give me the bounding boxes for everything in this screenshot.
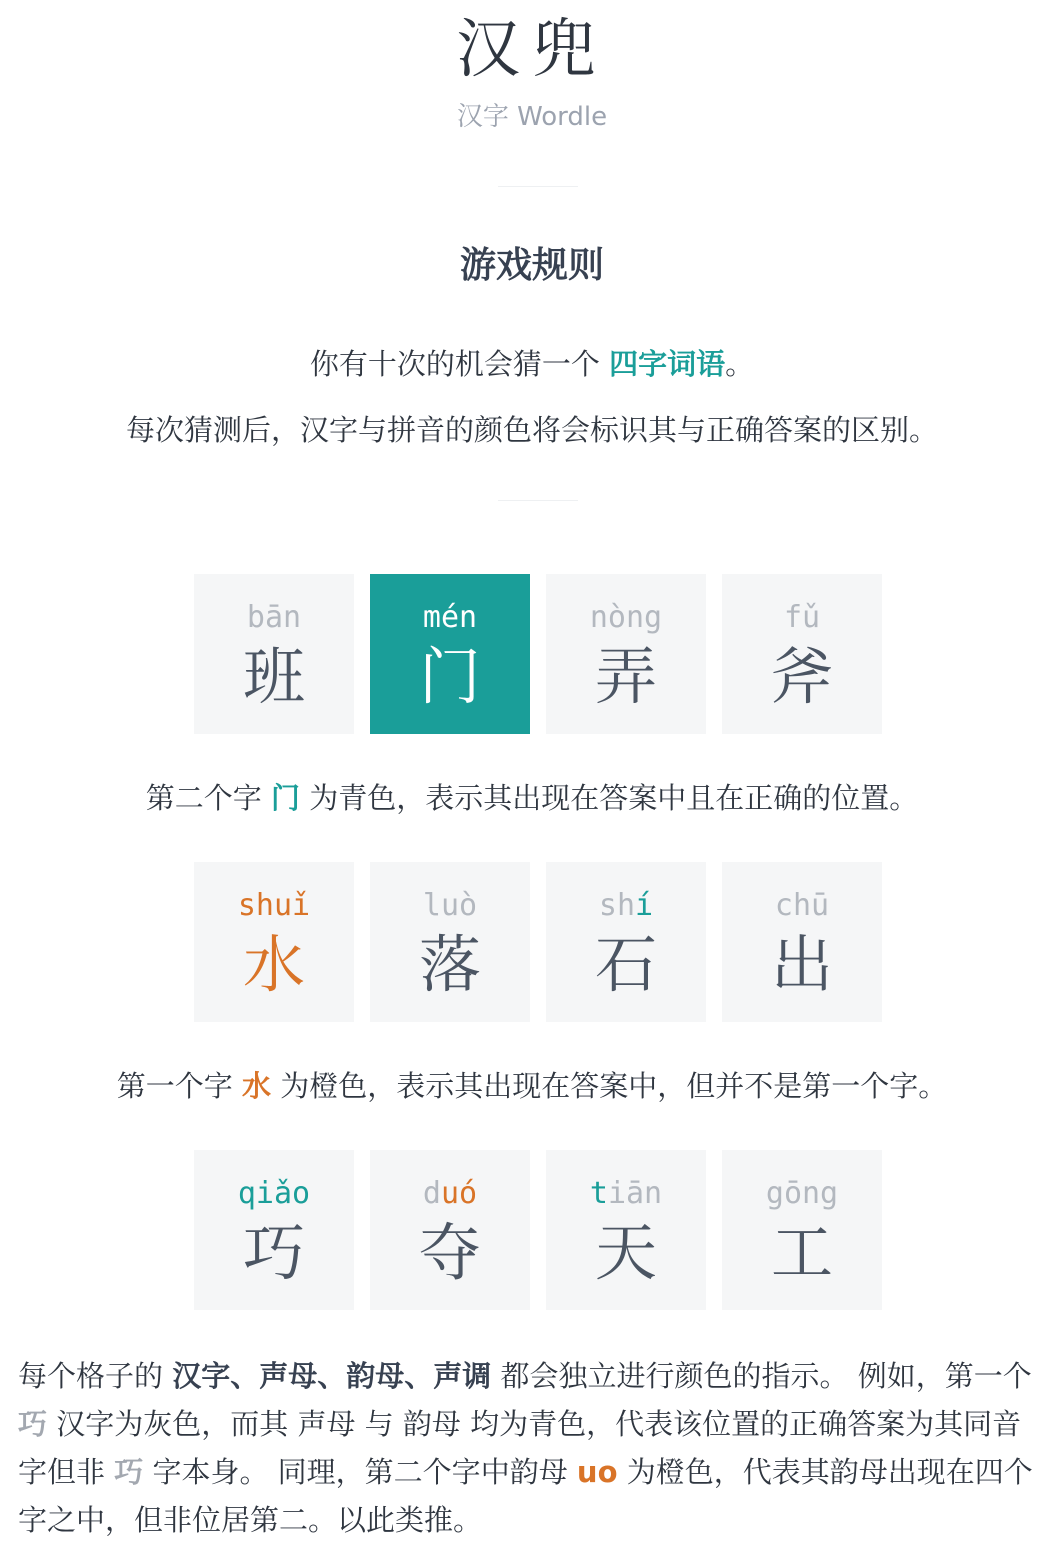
divider-top bbox=[498, 186, 578, 187]
example-row-2 bbox=[194, 862, 882, 1022]
tile bbox=[722, 1150, 882, 1310]
tile bbox=[722, 862, 882, 1022]
tile-char: 水 bbox=[242, 928, 305, 1001]
rules-line-1 bbox=[0, 344, 1064, 384]
tile bbox=[370, 1150, 530, 1310]
tile bbox=[370, 862, 530, 1022]
tile-char: 斧 bbox=[770, 640, 833, 713]
rules-line-1-end: 。 bbox=[725, 347, 755, 381]
tile-char: 夺 bbox=[418, 1216, 481, 1289]
tile-pinyin bbox=[722, 886, 882, 926]
app-title: 汉兜 bbox=[456, 13, 608, 87]
tile-pinyin: fǔ bbox=[783, 600, 821, 635]
app-subtitle: 汉字 Wordle bbox=[456, 102, 608, 132]
explanation-gray-char: 巧 bbox=[18, 1407, 48, 1441]
rules-highlight-four-char: 四字词语 bbox=[609, 347, 726, 381]
pinyin-final: iān bbox=[607, 1176, 663, 1211]
tile-pinyin bbox=[370, 1174, 530, 1214]
caption-char: 门 bbox=[270, 781, 300, 815]
rules-heading: 游戏规则 bbox=[459, 245, 604, 286]
tile-pinyin bbox=[546, 1174, 706, 1214]
tile bbox=[722, 574, 882, 734]
tile-pinyin: qiǎo bbox=[237, 1176, 311, 1211]
tile-pinyin: bān bbox=[246, 600, 302, 635]
rules-line-2: 每次猜测后，汉字与拼音的颜色将会标识其与正确答案的区别。 bbox=[125, 413, 938, 447]
example-1-caption bbox=[0, 778, 1064, 818]
pinyin-final: uó bbox=[440, 1176, 478, 1211]
caption-text: 第二个字 bbox=[145, 781, 262, 815]
tile-char: 门 bbox=[418, 640, 481, 713]
explanation-text: 汉字为灰色，而其 声母 与 韵母 均为青色，代表该位置的正确答案为其同音字但非 bbox=[18, 1407, 1022, 1489]
pinyin-initial: t bbox=[589, 1176, 608, 1211]
tile bbox=[194, 1150, 354, 1310]
explanation-text: 为橙色，代表其韵母出现在四个字之中，但非位居第二。以此类推。 bbox=[18, 1455, 1033, 1537]
explanation-bold: 汉字、声母、韵母、声调 bbox=[172, 1359, 492, 1393]
divider-middle bbox=[498, 500, 578, 501]
tile-char: 巧 bbox=[242, 1216, 305, 1289]
tile-pinyin: nòng bbox=[589, 600, 663, 635]
pinyin-final: ōng bbox=[783, 1176, 839, 1211]
rules-line-1-text: 你有十次的机会猜一个 bbox=[309, 347, 600, 381]
tile-char: 工 bbox=[770, 1216, 833, 1289]
tile-pinyin: mén bbox=[422, 600, 478, 635]
pinyin-initial: ch bbox=[774, 888, 812, 923]
pinyin-initial: sh bbox=[598, 888, 636, 923]
tile bbox=[546, 574, 706, 734]
tile-pinyin bbox=[546, 886, 706, 926]
tile-pinyin: shuǐ bbox=[237, 888, 311, 923]
pinyin-final: í bbox=[635, 888, 654, 923]
explanation-orange-final: uo bbox=[576, 1455, 618, 1489]
caption-text: 为青色，表示其出现在答案中且在正确的位置。 bbox=[309, 781, 919, 815]
tile-pinyin bbox=[722, 1174, 882, 1214]
explanation-gray-char: 巧 bbox=[114, 1455, 144, 1489]
explanation-text: 字本身。 同理，第二个字中韵母 bbox=[152, 1455, 568, 1489]
caption-text: 第一个字 bbox=[116, 1069, 233, 1103]
tile-exact bbox=[370, 574, 530, 734]
explanation-text: 每个格子的 bbox=[18, 1359, 164, 1393]
tile-char: 石 bbox=[594, 928, 657, 1001]
tile-char: 弄 bbox=[594, 640, 657, 713]
caption-char: 水 bbox=[241, 1069, 271, 1103]
pinyin-initial: g bbox=[765, 1176, 784, 1211]
tile-char: 出 bbox=[770, 928, 833, 1001]
example-row-1 bbox=[194, 574, 882, 734]
tile-char: 班 bbox=[242, 640, 305, 713]
tile-char: 落 bbox=[418, 928, 481, 1001]
caption-text: 为橙色，表示其出现在答案中，但并不是第一个字。 bbox=[280, 1069, 948, 1103]
tile-pinyin: luò bbox=[422, 888, 478, 923]
tile bbox=[546, 1150, 706, 1310]
pinyin-initial: d bbox=[422, 1176, 441, 1211]
tile bbox=[194, 574, 354, 734]
explanation-paragraph bbox=[18, 1352, 1048, 1544]
example-row-3 bbox=[194, 1150, 882, 1310]
pinyin-final: ū bbox=[811, 888, 830, 923]
tile bbox=[194, 862, 354, 1022]
tile-char: 天 bbox=[594, 1216, 657, 1289]
example-2-caption bbox=[0, 1066, 1064, 1106]
explanation-text: 都会独立进行颜色的指示。 例如，第一个 bbox=[500, 1359, 1032, 1393]
tile bbox=[546, 862, 706, 1022]
